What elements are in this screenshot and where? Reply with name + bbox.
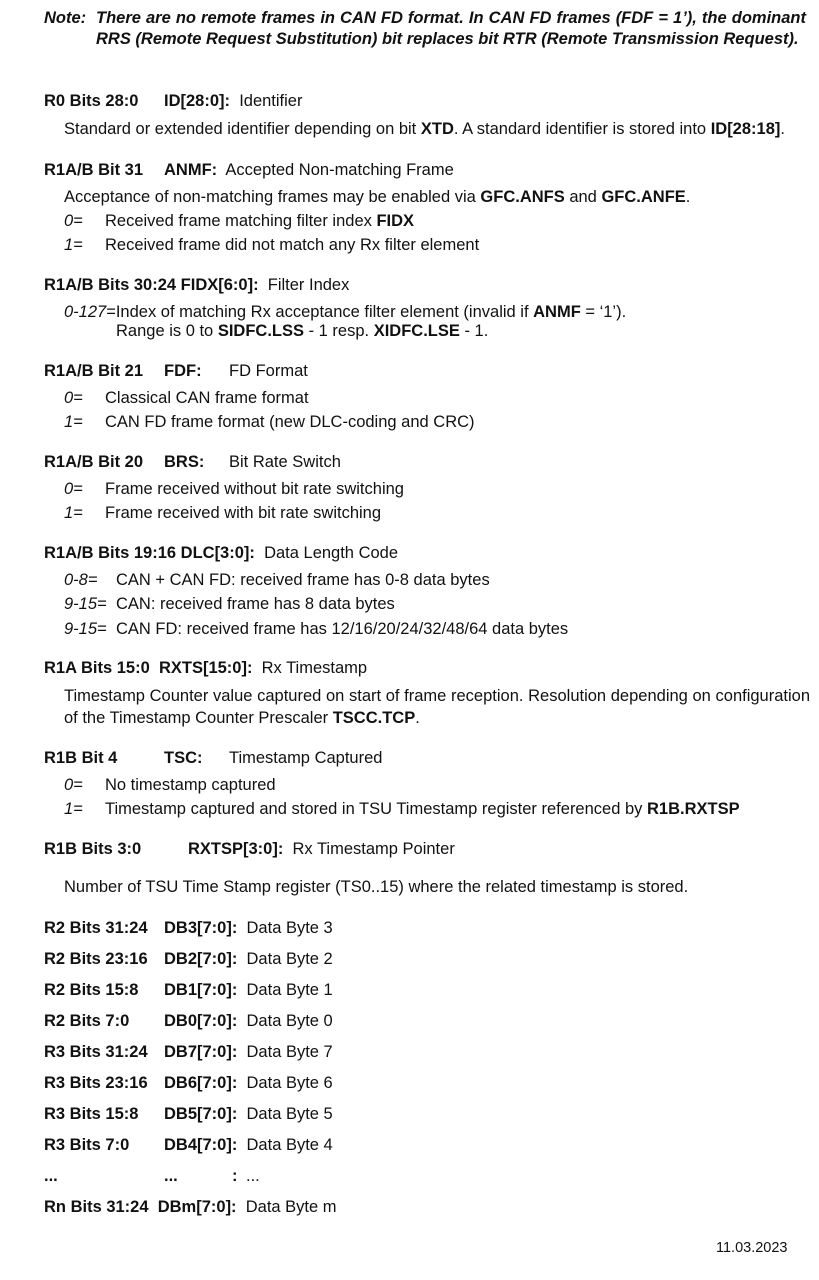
- value-code: 0=: [64, 212, 83, 230]
- register-bits: R3 Bits 23:16: [44, 1074, 148, 1092]
- desc-text: .: [685, 188, 691, 206]
- value-text: CAN FD frame format (new DLC-coding and CRC): [105, 413, 475, 431]
- value-key: [64, 235, 83, 255]
- field-name: DB6[7:0]:: [164, 1074, 238, 1092]
- rxtsp-field-header: [188, 839, 455, 859]
- desc-text: Acceptance of non-matching frames may be enabled via: [64, 188, 481, 206]
- tsc-header: [44, 748, 117, 768]
- r0-description: [64, 119, 785, 139]
- desc-text: =Index of matching Rx acceptance filter element (invalid if: [106, 303, 534, 321]
- value-code: 1=: [64, 504, 83, 522]
- field-name: TSC:: [164, 749, 203, 767]
- value-code: 9-15=: [64, 595, 107, 613]
- register-bits: R1A/B Bit 20: [44, 453, 144, 471]
- anmf-header: [44, 160, 143, 180]
- field-description: Data Byte 7: [246, 1043, 333, 1061]
- field-name: BRS:: [164, 453, 205, 471]
- desc-bold: GFC.ANFS: [480, 188, 565, 206]
- rxtsp-header: [44, 839, 141, 859]
- fidx-value: [64, 302, 626, 322]
- note-label: Note:: [44, 9, 87, 27]
- fidx-header: [44, 275, 349, 295]
- anmf-field-header: [164, 160, 454, 180]
- value-key: [64, 211, 83, 231]
- field-name: DLC[3:0]:: [180, 544, 255, 562]
- desc-text: Received frame matching filter index: [105, 212, 377, 230]
- note-text: There are no remote frames in CAN FD format. In CAN FD frames (FDF = 1’), the dominant RRS (Remote Request Substitution) bit replaces bit RTR (Remote Transmission Request).: [96, 9, 806, 48]
- value-code: 1=: [64, 413, 83, 431]
- desc-bold: ID[28:18]: [710, 120, 781, 138]
- field-description: Accepted Non-matching Frame: [225, 161, 454, 179]
- fdf-description: FD Format: [229, 362, 308, 380]
- r0-header: [44, 91, 138, 111]
- value-key: [64, 479, 83, 499]
- field-description: Data Byte 4: [246, 1136, 333, 1154]
- value-text: Frame received without bit rate switching: [105, 480, 404, 498]
- register-bits: R2 Bits 15:8: [44, 981, 139, 999]
- r0-field-header: [164, 91, 302, 111]
- value-text: [105, 799, 740, 819]
- desc-bold: XIDFC.LSE: [373, 322, 460, 340]
- register-bits: R3 Bits 31:24: [44, 1043, 148, 1061]
- value-text: Classical CAN frame format: [105, 389, 309, 407]
- note-block: [44, 8, 806, 49]
- desc-text: Timestamp Counter value captured on start of frame reception. Resolution depending on configuration of the Timestamp Counter Prescaler: [64, 687, 810, 727]
- data-byte-row-register: [44, 1042, 148, 1062]
- field-description: Data Byte 1: [246, 981, 333, 999]
- desc-bold: R1B.RXTSP: [647, 800, 740, 818]
- field-name: FDF:: [164, 362, 202, 380]
- register-bits: R0 Bits 28:0: [44, 92, 139, 110]
- field-name: DB0[7:0]:: [164, 1012, 238, 1030]
- fdf-header: [44, 361, 143, 381]
- register-bits: R1A/B Bit 31: [44, 161, 144, 179]
- field-description: Data Byte m: [245, 1198, 337, 1216]
- value-text: CAN: received frame has 8 data bytes: [116, 595, 395, 613]
- field-description: Data Byte 2: [246, 950, 333, 968]
- data-byte-row-field: [164, 1104, 333, 1124]
- desc-bold: TSCC.TCP: [332, 709, 416, 727]
- footer-date: 11.03.2023: [716, 1240, 788, 1256]
- desc-text: .: [780, 120, 785, 138]
- value-text: Received frame did not match any Rx filter element: [105, 236, 480, 254]
- dlc-header: [44, 543, 398, 563]
- register-bits: R2 Bits 23:16: [44, 950, 148, 968]
- desc-bold: ANMF: [533, 303, 581, 321]
- register-bits: R1B Bit 4: [44, 749, 118, 767]
- data-byte-row-register: [44, 918, 148, 938]
- desc-text: - 1 resp.: [304, 322, 374, 340]
- register-bits: R3 Bits 7:0: [44, 1136, 130, 1154]
- brs-description: Bit Rate Switch: [229, 453, 341, 471]
- tsc-description: Timestamp Captured: [229, 749, 383, 767]
- rxtsp-description: Number of TSU Time Stamp register (TS0..15) where the related timestamp is stored.: [64, 878, 689, 896]
- value-key: [64, 570, 97, 590]
- tsc-field: [164, 748, 203, 768]
- field-description: Data Length Code: [264, 544, 399, 562]
- ellipsis-field: [164, 1166, 178, 1186]
- field-description: Rx Timestamp Pointer: [292, 840, 455, 858]
- data-byte-row-register: [44, 1011, 129, 1031]
- register-bits: R2 Bits 7:0: [44, 1012, 130, 1030]
- fidx-range: [116, 321, 488, 341]
- field-name: DB4[7:0]:: [164, 1136, 238, 1154]
- data-byte-row-register: [44, 980, 138, 1000]
- register-bits: ...: [44, 1167, 58, 1185]
- desc-bold: GFC.ANFE: [601, 188, 686, 206]
- value-code: 0=: [64, 480, 83, 498]
- desc-text: .: [415, 709, 420, 727]
- value-key: [64, 594, 107, 614]
- field-name: DB1[7:0]:: [164, 981, 238, 999]
- data-byte-row-field: [164, 1135, 333, 1155]
- field-description: Data Byte 0: [246, 1012, 333, 1030]
- value-code: 1=: [64, 800, 83, 818]
- data-byte-row-register: [44, 1073, 148, 1093]
- desc-text: Standard or extended identifier depending on bit: [64, 120, 421, 138]
- data-byte-row-field: [164, 949, 333, 969]
- field-description: Filter Index: [267, 276, 350, 294]
- value-code: 0-127: [64, 303, 107, 321]
- register-bits: R2 Bits 31:24: [44, 919, 148, 937]
- field-description: Identifier: [239, 92, 303, 110]
- field-description: Data Byte 5: [246, 1105, 333, 1123]
- data-byte-row-field: [164, 980, 333, 1000]
- value-text: [105, 211, 414, 231]
- field-name: DBm[7:0]:: [157, 1198, 237, 1216]
- data-byte-row-register: [44, 1135, 129, 1155]
- value-text: No timestamp captured: [105, 776, 276, 794]
- field-name: DB3[7:0]:: [164, 919, 238, 937]
- colon: :: [232, 1167, 238, 1185]
- register-bits: R1B Bits 3:0: [44, 840, 142, 858]
- ellipsis-reg: [44, 1166, 58, 1186]
- desc-text: Range is 0 to: [116, 322, 218, 340]
- data-byte-row-field: [164, 1073, 333, 1093]
- field-name: DB2[7:0]:: [164, 950, 238, 968]
- desc-text: = ‘1’).: [580, 303, 627, 321]
- ellipsis-colon: [232, 1166, 238, 1186]
- ellipsis-name: ...: [246, 1167, 260, 1185]
- desc-text: - 1.: [459, 322, 489, 340]
- field-name: DB7[7:0]:: [164, 1043, 238, 1061]
- value-code: 1=: [64, 236, 83, 254]
- value-code: 0=: [64, 776, 83, 794]
- field-name: RXTS[15:0]:: [158, 659, 253, 677]
- desc-text: . A standard identifier is stored into: [453, 120, 711, 138]
- data-byte-row-field: [164, 918, 333, 938]
- register-bits: R1A/B Bits 19:16: [44, 544, 177, 562]
- desc-bold: FIDX: [376, 212, 415, 230]
- value-key: [64, 799, 83, 819]
- field-name: ...: [164, 1167, 178, 1185]
- field-name: ID[28:0]:: [164, 92, 231, 110]
- register-bits: R1A Bits 15:0: [44, 659, 150, 677]
- desc-bold: XTD: [420, 120, 454, 138]
- field-description: Data Byte 6: [246, 1074, 333, 1092]
- field-name: FIDX[6:0]:: [180, 276, 259, 294]
- data-byte-row-register: [44, 1104, 138, 1124]
- value-key: [64, 388, 83, 408]
- field-name: ANMF:: [164, 161, 218, 179]
- field-description: Data Byte 3: [246, 919, 333, 937]
- rxts-header: [44, 658, 367, 678]
- register-bits: R1A/B Bits 30:24: [44, 276, 177, 294]
- register-bits: R3 Bits 15:8: [44, 1105, 139, 1123]
- brs-header: [44, 452, 143, 472]
- value-code: 0=: [64, 389, 83, 407]
- data-byte-row-last: [44, 1197, 337, 1217]
- anmf-description: [64, 187, 690, 207]
- value-key: [64, 619, 107, 639]
- brs-field: [164, 452, 204, 472]
- field-description: Rx Timestamp: [261, 659, 368, 677]
- desc-text: and: [564, 188, 602, 206]
- data-byte-row-field: [164, 1042, 333, 1062]
- value-text: CAN + CAN FD: received frame has 0-8 data bytes: [116, 571, 490, 589]
- value-key: [64, 503, 83, 523]
- value-code: 9-15=: [64, 620, 107, 638]
- register-bits: R1A/B Bit 21: [44, 362, 144, 380]
- register-bits: Rn Bits 31:24: [44, 1198, 149, 1216]
- value-key: [64, 775, 83, 795]
- field-name: RXTSP[3:0]:: [188, 840, 284, 858]
- desc-text: Timestamp captured and stored in TSU Timestamp register referenced by: [105, 800, 647, 818]
- rxts-description: [64, 685, 810, 729]
- fdf-field: [164, 361, 202, 381]
- data-byte-row-register: [44, 949, 148, 969]
- value-code: 0-8=: [64, 571, 98, 589]
- value-text: CAN FD: received frame has 12/16/20/24/32/48/64 data bytes: [116, 620, 569, 638]
- value-key: [64, 412, 83, 432]
- field-name: DB5[7:0]:: [164, 1105, 238, 1123]
- desc-bold: SIDFC.LSS: [217, 322, 304, 340]
- data-byte-row-field: [164, 1011, 333, 1031]
- value-text: Frame received with bit rate switching: [105, 504, 382, 522]
